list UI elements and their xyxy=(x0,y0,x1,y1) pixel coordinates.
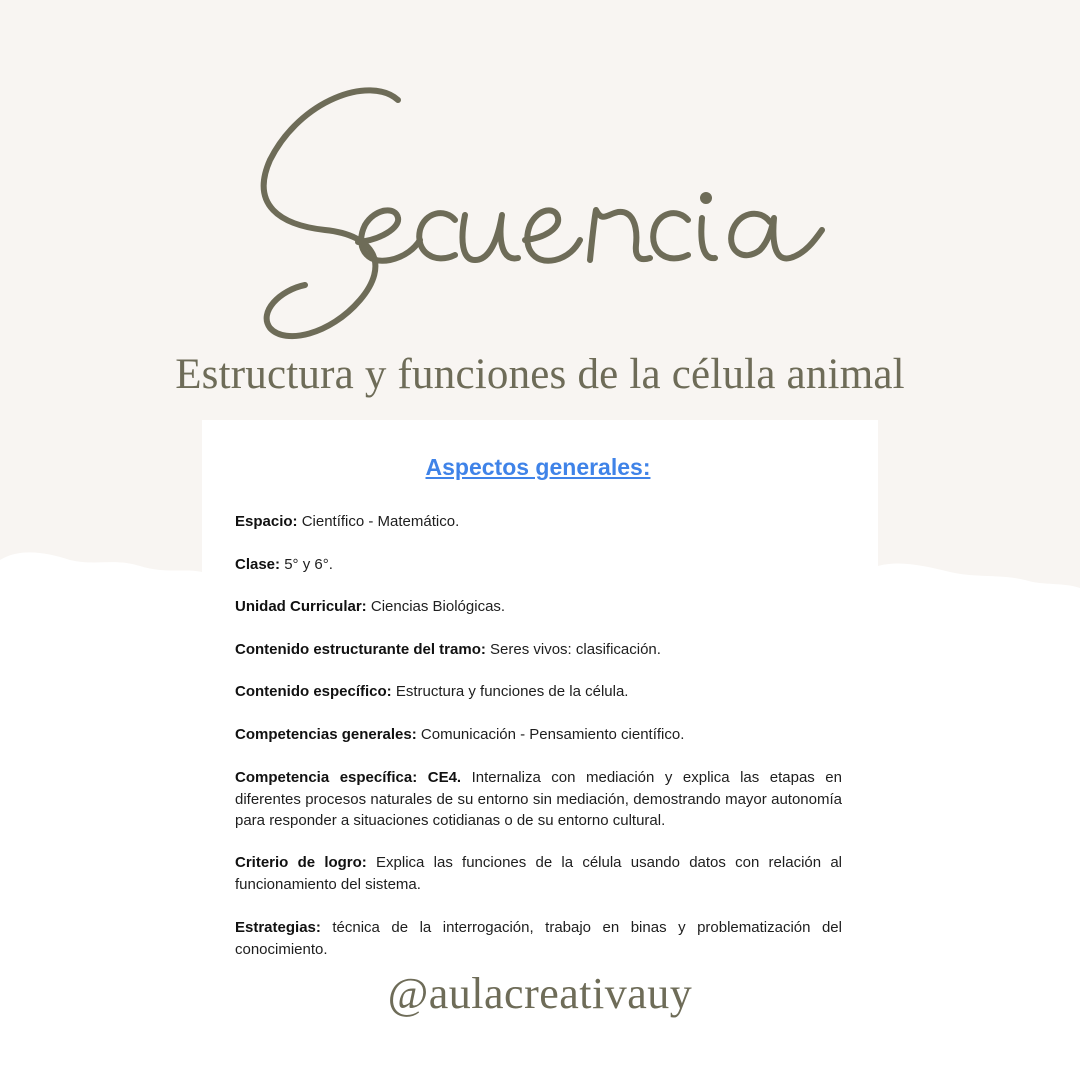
field-label: Contenido estructurante del tramo: xyxy=(235,641,486,658)
field-criterio-de-logro xyxy=(235,852,842,895)
field-value: Explica las funciones de la célula usando datos con relación al funcionamiento del sistema. xyxy=(235,854,842,893)
subtitle: Estructura y funciones de la célula animal xyxy=(175,351,905,398)
field-value: Seres vivos: clasificación. xyxy=(485,641,661,658)
field-value: Estructura y funciones de la célula. xyxy=(391,683,629,700)
field-label: Competencias generales: xyxy=(235,726,417,743)
footer-handle: @aulacreativauy xyxy=(387,969,693,1018)
field-value: Ciencias Biológicas. xyxy=(366,598,506,615)
field-value: Internaliza con mediación y explica las etapas en diferentes procesos naturales de su entorno sin mediación, demostrando mayor autonomía para responder a situaciones cotidianas o de su entorno cultural. xyxy=(235,769,842,829)
field-competencias-generales xyxy=(235,724,842,746)
field-label: Clase: xyxy=(235,556,281,573)
field-value: Comunicación - Pensamiento científico. xyxy=(416,726,685,743)
field-value: técnica de la interrogación, trabajo en binas y problematización del conocimiento. xyxy=(235,919,842,958)
field-label: Espacio: xyxy=(235,513,298,530)
field-label: Estrategias: xyxy=(235,919,321,936)
field-espacio xyxy=(235,511,842,533)
field-unidad-curricular xyxy=(235,596,842,618)
field-value: Científico - Matemático. xyxy=(297,513,460,530)
field-clase xyxy=(235,554,842,576)
field-label: Contenido específico: xyxy=(235,683,392,700)
field-competencia-especifica xyxy=(235,767,842,832)
field-contenido-especifico xyxy=(235,681,842,703)
field-label: Unidad Curricular: xyxy=(235,598,367,615)
script-title-secuencia xyxy=(240,80,860,370)
field-contenido-estructurante xyxy=(235,639,842,661)
field-label: Criterio de logro: xyxy=(235,854,367,871)
field-value: 5° y 6°. xyxy=(280,556,333,573)
document-heading: Aspectos generales: xyxy=(425,454,651,480)
field-estrategias xyxy=(235,917,842,960)
field-label: Competencia específica: CE4. xyxy=(235,769,462,786)
